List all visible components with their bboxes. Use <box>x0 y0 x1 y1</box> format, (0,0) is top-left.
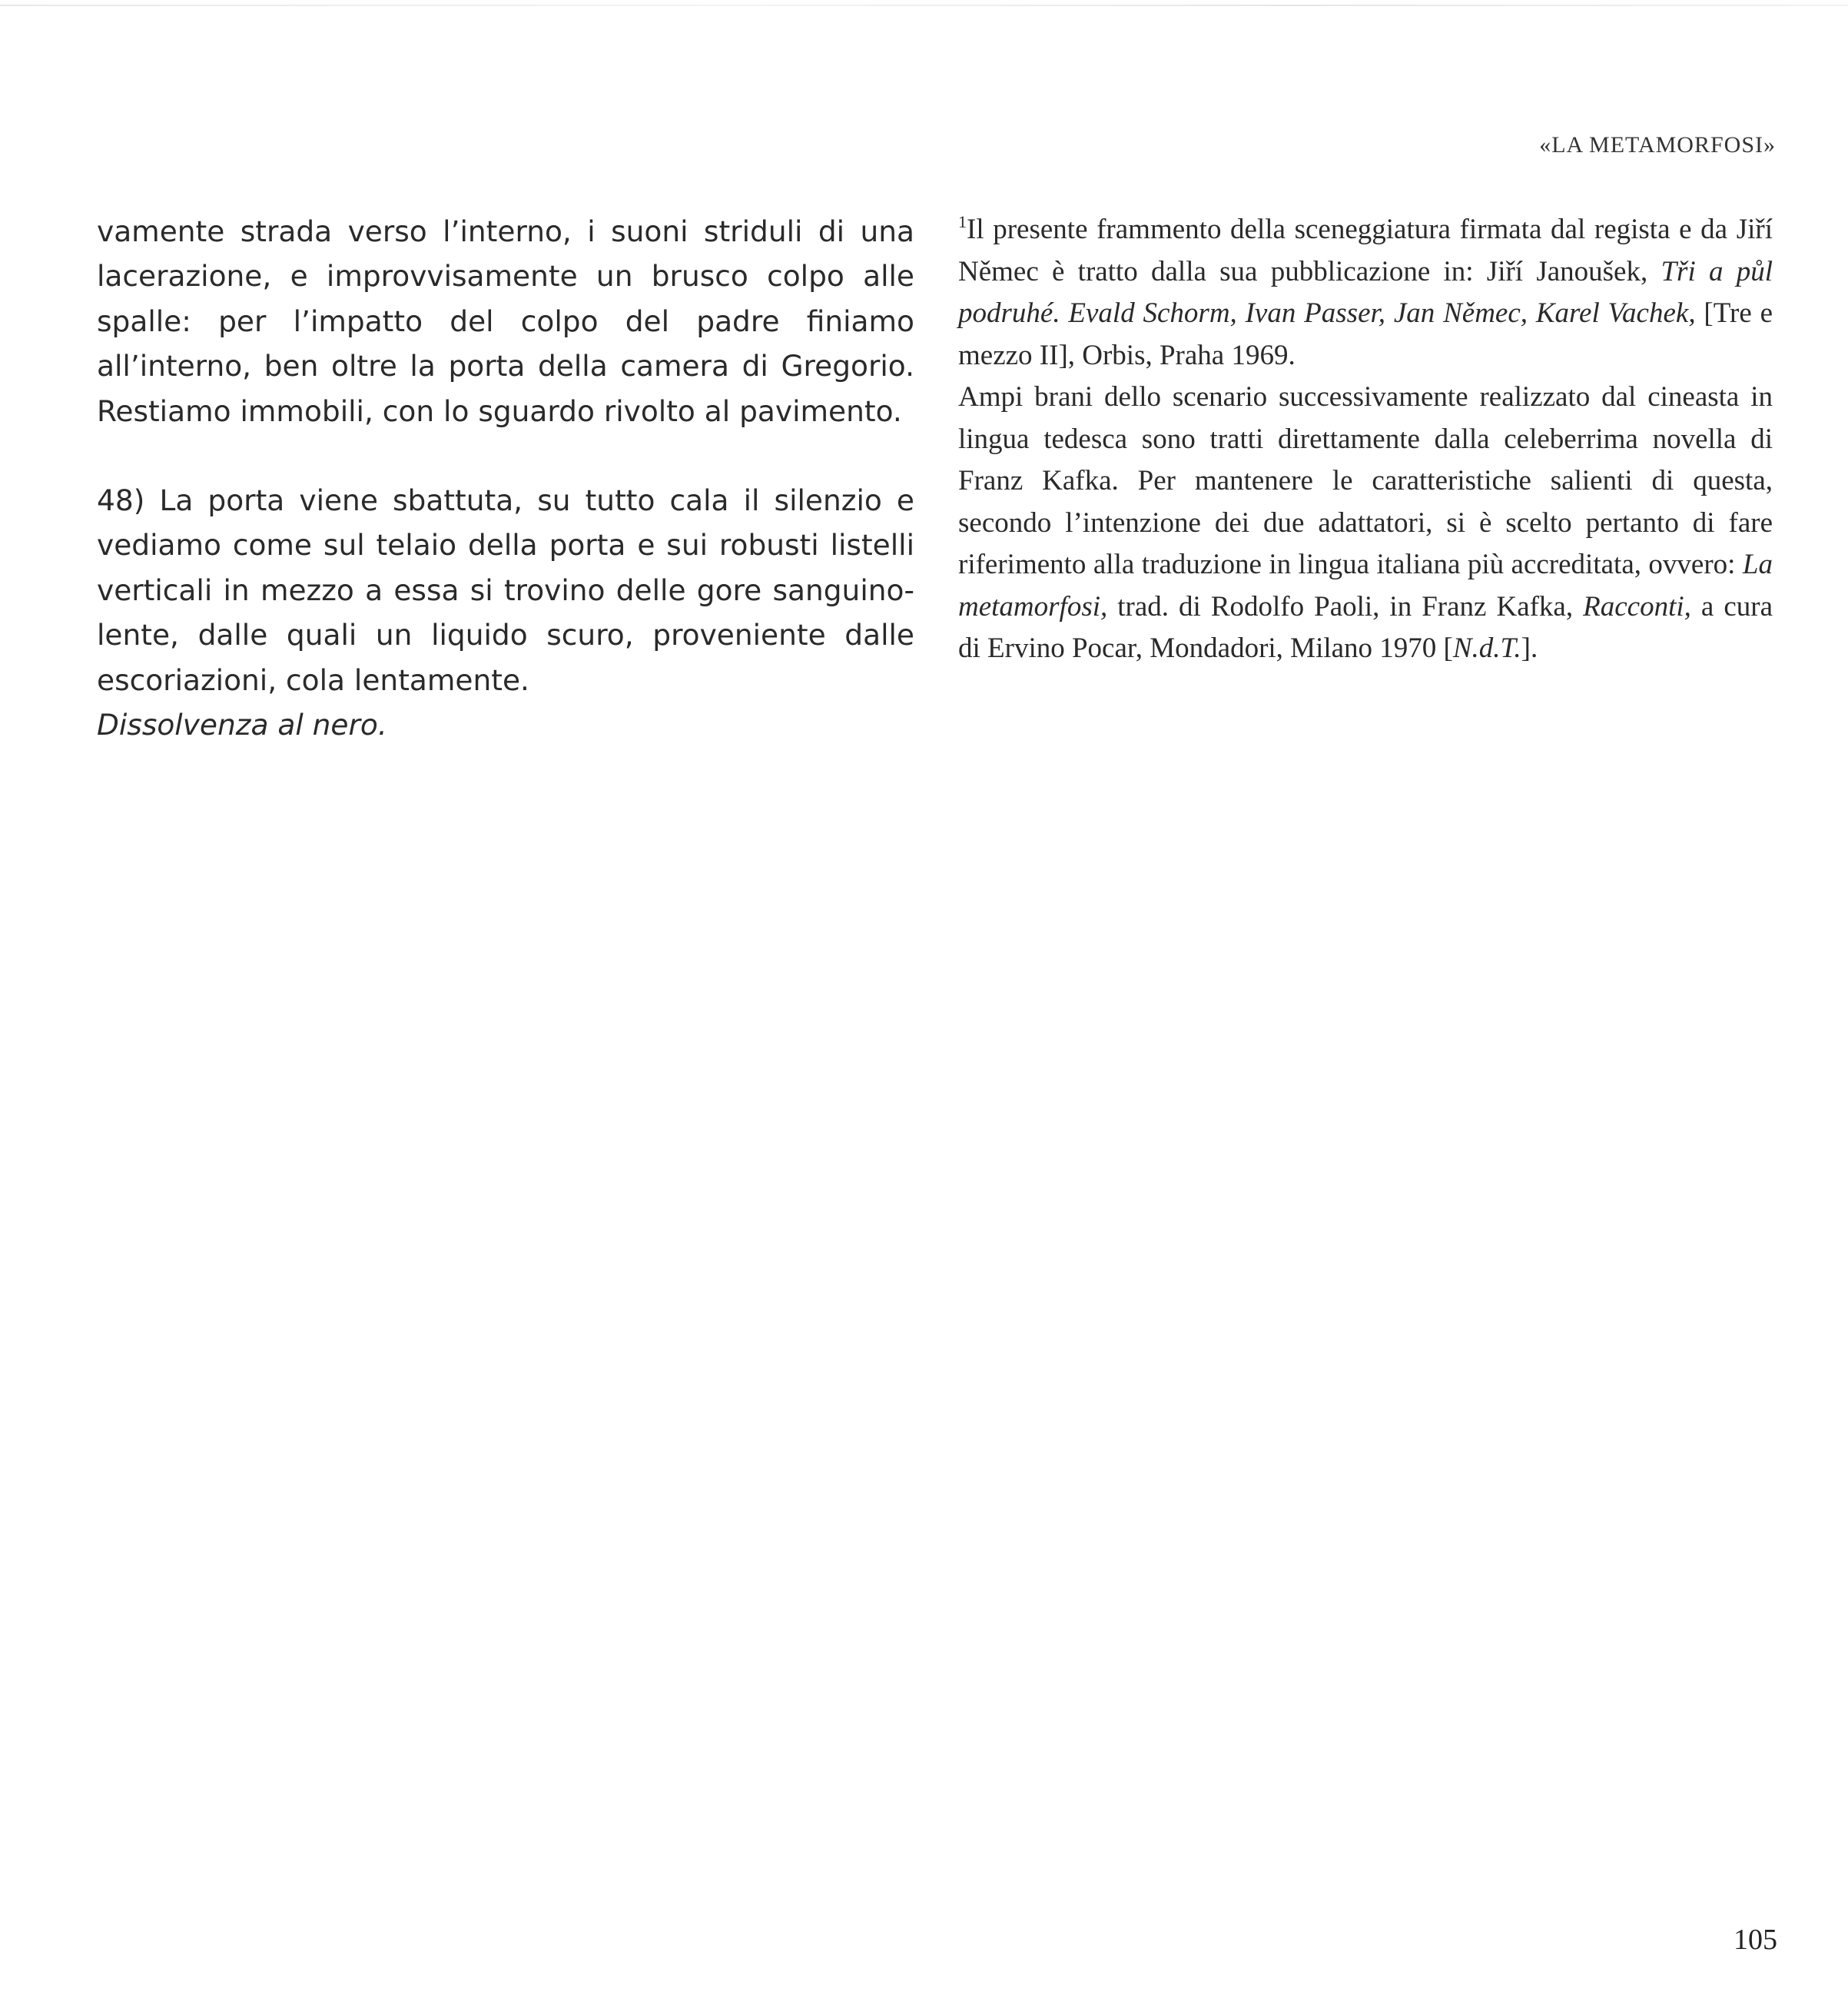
page-number: 105 <box>1734 1924 1777 1956</box>
footnote-text-6: ]. <box>1521 632 1538 664</box>
paragraph-scene-48: 48) La porta viene sbattuta, su tutto cala il silenzio e vediamo come sul telaio della porta e sui robusti listelli verticali in mezzo a essa si trovino delle gore sanguinolente, dalle quali un liquido scuro, proveniente dalle escoriazioni, cola lentamente. <box>97 483 914 697</box>
footnote-text-5: a cura di Ervino Pocar, Mondadori, Milano 1970 [ <box>958 590 1773 664</box>
footnote-italic-3: Racconti, <box>1583 590 1691 623</box>
footnote-text-4: trad. di Rodolfo Paoli, in Franz Kafka, <box>1107 590 1584 623</box>
footnote-text-3: Ampi brani dello scenario successivamente realizzato dal cineasta in lingua tedesca sono tratti direttamente dalla celeberrima novella di Franz Kafka. Per mantenere le caratteristiche salienti di questa, secondo l’intenzione dei due adattatori, si è scelto pertanto di fare riferimento alla traduzione in lingua italiana più accreditata, ovvero: <box>958 381 1773 580</box>
footnote-text-1: Il presente frammento della sceneggiatura firmata dal regista e da Jiří Němec è tratto dalla sua pubblicazione in: Jiří Janoušek, <box>958 214 1773 287</box>
footnote-text-2: [Tre e mezzo II], Orbis, Praha 1969. <box>958 297 1773 371</box>
footnote-italic-1: Tři a půl podruhé. Evald Schorm, Ivan Passer, Jan Němec, Karel Vachek, <box>958 255 1773 329</box>
closing-direction: Dissolvenza al nero. <box>97 708 387 742</box>
footnote-2 <box>958 377 1773 670</box>
scan-edge <box>0 5 1848 6</box>
footnote-1 <box>958 209 1773 377</box>
running-head: «LA METAMORFOSI» <box>1539 132 1776 158</box>
paragraph-continuation: vamente strada verso l’interno, i suoni striduli di una lacerazione, e improvvisamente un brusco colpo alle spalle: per l’impatto del colpo del padre finiamo all’interno, ben oltre la porta della camera di Gregorio. Restiamo immobili, con lo sguardo rivolto al pavimento. <box>97 214 914 428</box>
footnote-italic-4: N.d.T. <box>1452 632 1521 664</box>
footnote-column <box>958 209 1773 670</box>
main-text-column <box>97 209 914 747</box>
footnote-italic-2: La metamorfosi, <box>958 549 1773 623</box>
footnote-marker: 1 <box>958 212 967 231</box>
